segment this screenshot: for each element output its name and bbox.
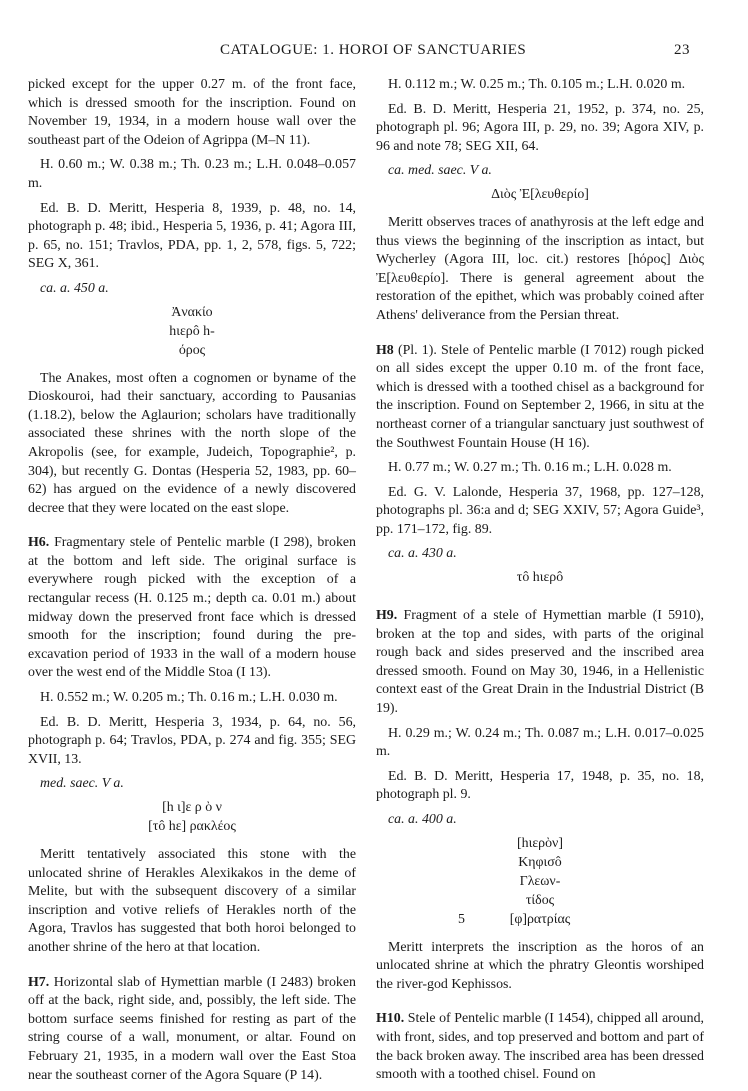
entry-h7 (28, 974, 356, 1086)
dimensions: H. 0.552 m.; W. 0.205 m.; Th. 0.16 m.; L.H. 0.030 m. (40, 690, 338, 706)
inscription-line: Κηφισô (518, 854, 562, 870)
inscription-text (376, 568, 704, 587)
inscription-line: [τô hε] ρακλέος (148, 819, 236, 834)
entry-label: H9. (376, 608, 398, 624)
entry-h6 (28, 534, 356, 683)
edition: Ed. G. V. Lalonde, Hesperia 37, 1968, pp. 127–128, photographs pl. 36:a and d; SEG XXIV, 57; Agora Guide³, pp. 171–172, fig. 89. (376, 484, 704, 537)
date-line: ca. a. 450 a. (40, 280, 109, 296)
commentary: Meritt interprets the inscription as the horos of an unlocated shrine at which the phratry Gleontis worshiped the river-god Kephissos. (376, 939, 704, 992)
edition: Ed. B. D. Meritt, Hesperia 17, 1948, p. 35, no. 18, photograph pl. 9. (376, 768, 704, 803)
inscription-line: Γλεων- (519, 873, 561, 889)
entry-text: Horizontal slab of Hymettian marble (I 2483) broken off at the back, right side, and, possibly, the left side. The bottom surface seems finished for resting as part of the string course of a wall, monument, or altar. Found on February 21, 1935, in a modern wall over the East Stoa near the southeast corner of the Agora Square (P 14). (28, 974, 356, 1083)
entry-h8 (376, 342, 704, 454)
commentary: The Anakes, most often a cognomen or byname of the Dioskouroi, had their sanctuary, according to Pausanias (1.18.2), below the Aglaurion; scholars have traditionally associated these shrines with the north slope of the Akropolis (see, for example, Judeich, Topographie², p. 304), but recently G. Dontas (Hesperia 52, 1983, pp. 60–62) has argued on the evidence of a newly discovered decree that they were located on the east slope. (28, 370, 356, 516)
line-number: 5 (458, 911, 465, 927)
inscription-line: [h ι]ε ρ ὸ ν (162, 800, 222, 815)
edition: Ed. B. D. Meritt, Hesperia 8, 1939, p. 48, no. 14, photograph p. 48; ibid., Hesperia 5, 1936, p. 41; Agora III, p. 65, no. 151; Travlos, PDA, pp. 1, 2, 578, figs. 5, 722; SEG X, 361. (28, 200, 356, 272)
inscription-text (28, 303, 356, 360)
entry-label: H10. (376, 1011, 405, 1027)
commentary: Meritt tentatively associated this stone with the unlocated shrine of Herakles Alexikakos in the deme of Melite, but with the subsequent discovery of a similar inscription and votive reliefs of Herakles north of the Agora, Travlos has suggested that both horoi belonged to another shrine of the hero at that location. (28, 847, 356, 955)
date-line: ca. a. 400 a. (388, 812, 457, 827)
date-line: med. saec. V a. (40, 776, 124, 792)
entry-text: Stele of Pentelic marble (I 1454), chipped all around, with front, sides, and top preserved and bottom and part of the back broken away. The inscribed area has been dressed smooth with a toothed chisel. Found on (376, 1011, 704, 1083)
page-number: 23 (674, 42, 690, 58)
entry-text: Fragmentary stele of Pentelic marble (I 298), broken at the bottom and left side. The original surface is everywhere rough picked with the exception of a rectangular recess (H. 0.125 m.; depth ca. 0.01 m.) about midway down the preserved front face which is dressed smooth for the inscription; found during the pre-excavation period of 1933 in the wall of a modern house over the west end of the Middle Stoa (I 13). (28, 535, 356, 681)
left-column (28, 76, 356, 1091)
inscription-text (376, 185, 704, 204)
commentary: Meritt observes traces of anathyrosis at the left edge and thus views the beginning of the inscription as intact, but Wycherley (Agora III, loc. cit.) restores [hόρος] Διὸς Ἐ[λευθερίο]. There is general agreement about the restoration of the epithet, which was probably coined after Athens' deliverance from the Persian threat. (376, 214, 704, 323)
running-title: CATALOGUE: 1. HOROI OF SANCTUARIES (220, 42, 527, 58)
entry-text: (Pl. 1). Stele of Pentelic marble (I 7012) rough picked on all sides except the upper 0.10 m. of the front face, which is dressed with a toothed chisel as a background for the inscription. Found on September 2, 1966, in situ at the northeast corner of a triangular sanctuary just southwest of the Southwest Fountain House (H 16). (376, 342, 704, 451)
entry-label: H6. (28, 535, 50, 551)
entry-label: H8 (376, 342, 394, 358)
paragraph: picked except for the upper 0.27 m. of the front face, which is dressed smooth for the inscription. Found on November 19, 1934, in a modern house wall over the southeast part of the Odeion of Agrippa (M–N 11). (28, 77, 356, 148)
inscription-line: τô hιερô (516, 570, 564, 586)
inscription-line: [hιερὸν] (517, 835, 563, 851)
entry-h9 (376, 607, 704, 719)
inscription-line: [φ]ρατρίας (509, 911, 571, 927)
entry-label: H7. (28, 974, 50, 990)
entry-h10 (376, 1010, 704, 1084)
inscription-line: όρος (178, 342, 206, 358)
inscription-text (28, 798, 356, 836)
inscription-line: Ἀνακίο (171, 304, 213, 320)
inscription-line: Διὸς Ἐ[λευθερίο] (491, 186, 589, 202)
inscription-line: hιερô h- (169, 323, 215, 339)
edition: Ed. B. D. Meritt, Hesperia 3, 1934, p. 64, no. 56, photograph p. 64; Travlos, PDA, p. 274 and fig. 355; SEG XVII, 13. (28, 714, 356, 767)
inscription-line: τίδος (525, 892, 555, 908)
dimensions: H. 0.60 m.; W. 0.38 m.; Th. 0.23 m.; L.H. 0.048–0.057 m. (28, 157, 356, 191)
dimensions: H. 0.112 m.; W. 0.25 m.; Th. 0.105 m.; L.H. 0.020 m. (388, 77, 686, 92)
entry-text: Fragment of a stele of Hymettian marble (I 5910), broken at the top and sides, with parts of the original rough back and sides preserved and the inscribed area dressed smooth. Found on May 30, 1946, in a Hellenistic context east of the Great Drain in the Industrial District (B 19). (376, 608, 704, 717)
edition: Ed. B. D. Meritt, Hesperia 21, 1952, p. 374, no. 25, photograph pl. 96; Agora III, p. 29, no. 39; Agora XIV, p. 96 and note 78; SEG XII, 64. (376, 101, 704, 154)
inscription-text (376, 834, 704, 929)
dimensions: H. 0.77 m.; W. 0.27 m.; Th. 0.16 m.; L.H. 0.028 m. (388, 460, 672, 476)
date-line: ca. a. 430 a. (388, 546, 457, 562)
dimensions: H. 0.29 m.; W. 0.24 m.; Th. 0.087 m.; L.H. 0.017–0.025 m. (376, 725, 704, 760)
date-line: ca. med. saec. V a. (388, 163, 492, 179)
right-column (376, 76, 704, 1091)
inscription-line-numbered (376, 910, 704, 929)
